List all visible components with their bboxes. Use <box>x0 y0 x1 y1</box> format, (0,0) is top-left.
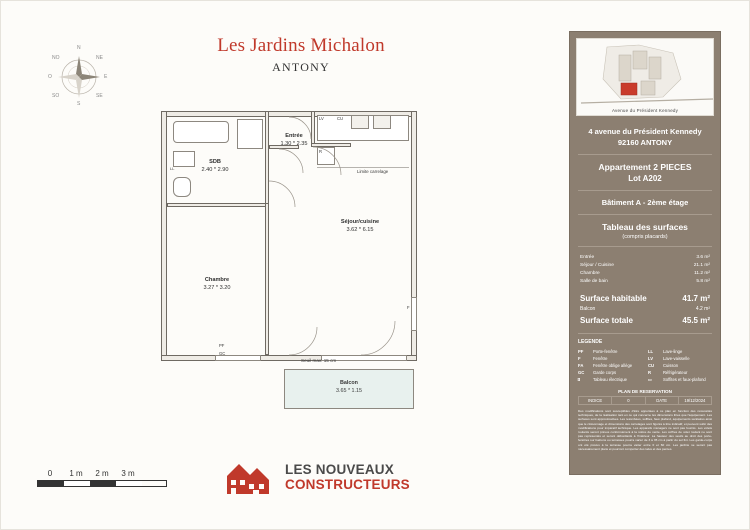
info-panel <box>569 31 721 475</box>
legend-item <box>648 362 712 369</box>
surface-list <box>570 247 720 288</box>
habitable-value: 41.7 m² <box>682 294 710 303</box>
room-dims-sejour: 3.62 * 6.15 <box>346 226 374 233</box>
surface-table-title: Tableau des surfaces <box>602 222 688 232</box>
legend-item <box>578 376 642 383</box>
legend-item <box>578 362 642 369</box>
legend-title: LEGENDE <box>578 339 603 345</box>
compass-rose <box>48 46 110 108</box>
legend-item <box>578 369 642 376</box>
total-label: Surface totale <box>580 316 633 325</box>
resa-header-date: DATE <box>646 397 679 404</box>
surface-value: 11.2 m² <box>694 271 710 276</box>
legend-value: Soffites et faux-plafond <box>663 377 706 382</box>
legend-value: Porte-fenêtre <box>593 349 618 354</box>
apartment-block <box>570 155 720 190</box>
legend-key: GC <box>578 370 585 375</box>
page-title: Les Jardins Michalon <box>217 35 385 56</box>
compass-no: NO <box>52 55 60 61</box>
label-ll: LL <box>170 166 175 171</box>
surface-row <box>580 270 710 278</box>
room-name-sdb: SDB <box>209 159 221 165</box>
total-surface-row <box>570 312 720 325</box>
label-f: F <box>407 305 410 310</box>
room-name-sejour: Séjour/cuisine <box>340 219 380 225</box>
legal-disclaimer: Des modifications sont susceptibles d'être apportées à ce plan en fonction des nécessités techniques, de la réalisation tant en ce qui concerne les dimensions litres que l'équipement. Les surfaces sont approximatives. Les retombées, soffites, faux plafond, équipements sanitaires ainsi que le cloisonnage et dimensions des carrelages sont figurés à titre indicatif, et peuvent subir des modifications pour impératif technique. Les appareils ménagers ne sont pas fournis. Les volets roulants seront prévus conformément à la notice de vente. Les coffres de volet roulant ne sont pas représentés et seront débordants à l'intérieur. La hauteur des seuils au droit des porte-fenêtres sur balcons ou terrasses pourra varier de 3 à 35 cm à partir du sol fini. Les garde-corps ont été prévus à la terrasse pourra varier entre 0 et 60 cm. Les jardins ne seront pas nécessairement plans et pourront comporter des talus et des pentes. <box>578 409 712 451</box>
scale-tick-3: 3 m <box>121 469 135 478</box>
balcony-area <box>284 369 414 409</box>
legend-value: Tableau électrique <box>593 377 627 382</box>
legend-value: Fenêtre <box>593 356 608 361</box>
room-label-sejour <box>307 219 413 234</box>
legend-key: FA <box>578 363 584 368</box>
legend-key: CU <box>648 363 655 368</box>
address-line-1: 4 avenue du Président Kennedy <box>588 127 702 136</box>
balcony-surface-row <box>570 303 720 312</box>
surface-name: Salle de bain <box>580 279 608 284</box>
surface-table-subtitle: (compris placards) <box>622 234 668 240</box>
compass-n: N <box>77 45 81 51</box>
apartment-floor-plan <box>161 111 421 366</box>
page-subtitle: ANTONY <box>272 60 330 74</box>
logo-line-1: LES NOUVEAUX <box>285 462 394 477</box>
room-dims-sdb: 2.40 * 2.90 <box>201 166 229 173</box>
total-value: 45.5 m² <box>682 316 710 325</box>
balcony-label: Balcon <box>580 306 596 312</box>
surface-value: 5.8 m² <box>696 279 710 284</box>
legend-column-left <box>578 348 642 383</box>
room-label-chambre <box>167 277 267 292</box>
logo-text <box>285 462 410 492</box>
scale-tick-1: 1 m <box>69 469 83 478</box>
site-plan-caption: Avenue du Président Kennedy <box>611 108 679 113</box>
surface-table-header <box>570 215 720 246</box>
building-floor: Bâtiment A - 2ème étage <box>601 198 689 207</box>
scale-bar-graphic <box>37 480 167 487</box>
label-gc: GC <box>219 351 226 356</box>
site-plan-thumbnail <box>576 38 714 116</box>
legend-item <box>648 355 712 362</box>
legend-item <box>578 348 642 355</box>
logo-line-2: CONSTRUCTEURS <box>285 477 410 492</box>
compass-o: O <box>48 74 52 80</box>
legend-key: ▭ <box>648 377 652 382</box>
room-label-entree <box>259 133 329 148</box>
reservation-table <box>578 396 712 405</box>
resa-header-indice: INDICE <box>579 397 612 404</box>
legend-item <box>648 369 712 376</box>
surface-name: Entrée <box>580 255 595 260</box>
scale-tick-2: 2 m <box>95 469 109 478</box>
apartment-type: Appartement 2 PIECES <box>598 162 692 172</box>
surface-row <box>580 278 710 286</box>
legend-key: LV <box>648 356 654 361</box>
surface-value: 3.6 m² <box>696 255 710 260</box>
window-sejour <box>411 297 417 331</box>
room-name-balcon: Balcon <box>340 380 358 386</box>
compass-so: SO <box>52 93 60 99</box>
legend-value: Lave-vaisselle <box>663 356 690 361</box>
legend-item <box>578 355 642 362</box>
room-dims-entree: 1.30 * 2.35 <box>280 140 308 147</box>
label-cu: CU <box>337 116 344 121</box>
legend-column-right <box>648 348 712 383</box>
room-name-chambre: Chambre <box>204 277 230 283</box>
legend-item <box>648 348 712 355</box>
legend-item <box>648 376 712 383</box>
label-limite-carrelage: Limite carrelage <box>357 169 389 174</box>
label-r: R <box>319 149 323 154</box>
compass-se: SE <box>96 93 103 99</box>
legend-block <box>570 334 720 383</box>
resa-value-date: 19/12/2024 <box>684 398 706 403</box>
surface-row <box>580 262 710 270</box>
address-line-2: 92160 ANTONY <box>617 138 673 147</box>
balcony-value: 4.2 m² <box>695 306 710 312</box>
resa-value-indice: 0 <box>612 397 645 404</box>
address-block <box>570 122 720 154</box>
legend-value: Réfrigérateur <box>663 370 688 375</box>
legend-value: Lave-linge <box>663 349 683 354</box>
surface-name: Chambre <box>580 271 600 276</box>
company-logo <box>223 456 423 504</box>
legend-key: R <box>648 370 652 375</box>
habitable-label: Surface habitable <box>580 294 647 303</box>
room-dims-balcon: 3.65 * 1.15 <box>335 387 363 394</box>
legend-key: LL <box>648 349 654 354</box>
reservation-plan-title: PLAN DE RESERVATION <box>618 389 672 394</box>
surface-value: 21.1 m² <box>693 263 710 268</box>
title-block <box>141 35 461 75</box>
label-seuil-max: Seuil max: 15 cm <box>301 358 337 363</box>
surface-name: Séjour / Cuisine <box>580 263 614 268</box>
legend-value: Garde corps <box>593 370 617 375</box>
legend-key: F <box>578 356 581 361</box>
habitable-surface-row <box>570 288 720 303</box>
compass-s: S <box>77 101 81 107</box>
compass-e: E <box>104 74 108 80</box>
scale-tick-0: 0 <box>47 469 53 478</box>
room-label-balcon <box>285 380 413 395</box>
surface-row <box>580 254 710 262</box>
compass-ne: NE <box>96 55 103 61</box>
legend-key: PF <box>578 349 584 354</box>
room-name-entree: Entrée <box>285 133 303 139</box>
lot-number: Lot A202 <box>628 174 662 183</box>
label-lv: LV <box>319 116 324 121</box>
label-pf: PF <box>219 343 225 348</box>
room-dims-chambre: 3.27 * 3.20 <box>203 284 231 291</box>
legend-value: Fenêtre oblige allège <box>593 363 633 368</box>
legend-value: Cuisson <box>663 363 679 368</box>
room-label-sdb <box>167 159 263 174</box>
legend-key: ⌷ <box>578 377 581 382</box>
scale-bar <box>37 469 167 487</box>
